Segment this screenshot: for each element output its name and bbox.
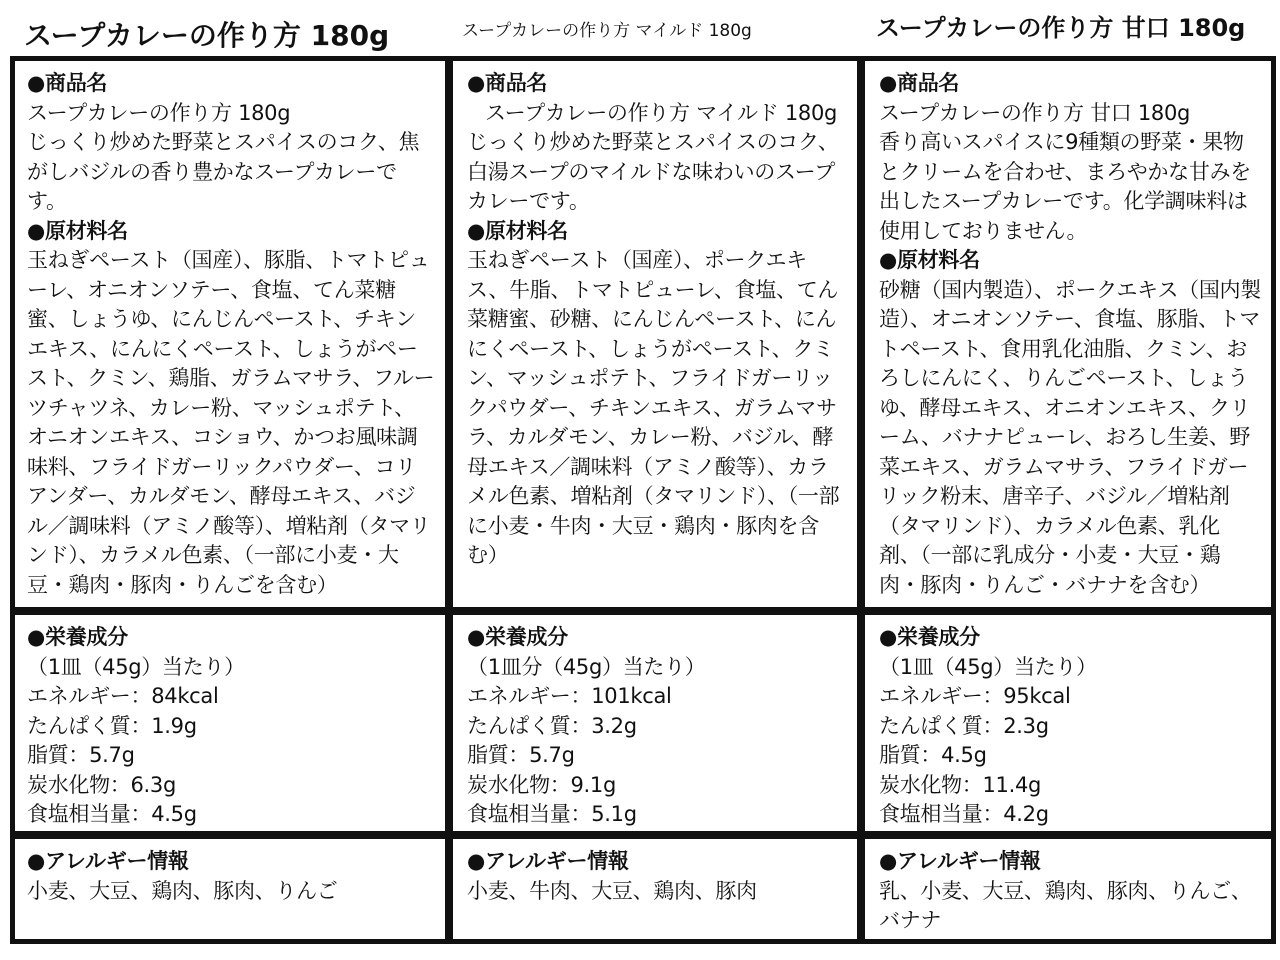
nutrition-box bbox=[448, 610, 862, 836]
section-heading: ●アレルギー情報 bbox=[467, 849, 629, 873]
column-title: スープカレーの作り方 甘口 180g bbox=[876, 14, 1246, 42]
nutrition-line: たんぱく質：1.9g bbox=[27, 713, 197, 738]
nutrition-line: （1皿分（45g）当たり） bbox=[467, 654, 706, 679]
nutrition-box bbox=[860, 610, 1276, 836]
ingredients-text: 砂糖（国内製造）、ポークエキス（国内製造）、オニオンソテー、食塩、豚脂、トマトペースト、食用乳化油脂、クミン、おろしにんにく、りんごペースト、しょうゆ、酵母エキス、オニオンエキス、クリーム、バナナピューレ、おろし生姜、野菜エキス、ガラムマサラ、フライドガーリック粉末、唐辛子、バジル／増粘剤（タマリンド）、カラメル色素、乳化剤、（一部に乳成分・小麦・大豆・鶏肉・豚肉・りんご・バナナを含む） bbox=[879, 277, 1261, 597]
nutrition-line: たんぱく質：2.3g bbox=[879, 713, 1049, 738]
section-heading: ●原材料名 bbox=[27, 218, 128, 243]
product-info-box bbox=[448, 56, 862, 612]
ingredients-text: 玉ねぎペースト（国産）、ポークエキス、牛脂、トマトピューレ、食塩、てん菜糖蜜、砂糖、にんじんペースト、にんにくペースト、しょうがペースト、クミン、マッシュポテト、フライドガーリックパウダー、チキンエキス、ガラムマサラ、カルダモン、カレー粉、バジル、酵母エキス／調味料（アミノ酸等）、カラメル色素、増粘剤（タマリンド）、（一部に小麦・牛肉・大豆・鶏肉・豚肉を含む） bbox=[467, 248, 840, 567]
section-heading: ●原材料名 bbox=[467, 218, 568, 243]
section-heading: ●商品名 bbox=[879, 71, 960, 95]
product-description: じっくり炒めた野菜とスパイスのコク、焦がしバジルの香り豊かなスープカレーです。 bbox=[27, 130, 420, 213]
allergy-text: 乳、小麦、大豆、鶏肉、豚肉、りんご、バナナ bbox=[879, 878, 1252, 932]
nutrition-line: エネルギー：84kcal bbox=[27, 684, 219, 708]
allergy-box bbox=[10, 834, 450, 944]
nutrition-line: たんぱく質：3.2g bbox=[467, 713, 637, 738]
nutrition-line: 食塩相当量：5.1g bbox=[467, 802, 637, 826]
allergy-box bbox=[860, 834, 1276, 944]
section-heading: ●原材料名 bbox=[879, 248, 980, 272]
product-info-box bbox=[860, 56, 1276, 612]
nutrition-line: 脂質：4.5g bbox=[879, 743, 987, 767]
nutrition-line: 炭水化物：9.1g bbox=[467, 772, 617, 797]
allergy-text: 小麦、牛肉、大豆、鶏肉、豚肉 bbox=[467, 878, 757, 903]
product-description: じっくり炒めた野菜とスパイスのコク、白湯スープのマイルドな味わいのスープカレーです。 bbox=[467, 130, 839, 213]
nutrition-line: 食塩相当量：4.2g bbox=[879, 802, 1049, 826]
nutrition-line: （1皿（45g）当たり） bbox=[27, 654, 245, 679]
section-heading: ●商品名 bbox=[27, 71, 108, 95]
section-heading: ●商品名 bbox=[467, 71, 548, 95]
section-heading: ●アレルギー情報 bbox=[879, 849, 1041, 873]
nutrition-line: 炭水化物：6.3g bbox=[27, 772, 177, 797]
nutrition-line: 脂質：5.7g bbox=[27, 743, 135, 767]
nutrition-box bbox=[10, 610, 450, 836]
product-name: スープカレーの作り方 マイルド 180g bbox=[485, 100, 838, 125]
section-heading: ●栄養成分 bbox=[27, 625, 128, 649]
section-heading: ●栄養成分 bbox=[467, 625, 568, 649]
product-description: 香り高いスパイスに9種類の野菜・果物とクリームを合わせ、まろやかな甘みを出したスープカレーです。化学調味料は使用しておりません。 bbox=[879, 130, 1251, 243]
nutrition-line: エネルギー：101kcal bbox=[467, 684, 672, 708]
ingredients-text: 玉ねぎペースト（国産）、豚脂、トマトピューレ、オニオンソテー、食塩、てん菜糖蜜、しょうゆ、にんじんペースト、チキンエキス、にんにくペースト、しょうがペースト、クミン、鶏脂、ガラムマサラ、フルーツチャツネ、カレー粉、マッシュポテト、オニオンエキス、コショウ、かつお風味調味料、フライドガーリックパウダー、コリアンダー、カルダモン、酵母エキス、バジル／調味料（アミノ酸等）、増粘剤（タマリンド）、カラメル色素、（一部に小麦・大豆・鶏肉・豚肉・りんごを含む） bbox=[27, 248, 435, 597]
nutrition-line: 炭水化物：11.4g bbox=[879, 772, 1042, 797]
product-info-box bbox=[10, 56, 450, 612]
section-heading: ●栄養成分 bbox=[879, 625, 980, 649]
nutrition-line: 食塩相当量：4.5g bbox=[27, 802, 197, 826]
allergy-text: 小麦、大豆、鶏肉、豚肉、りんご bbox=[27, 878, 338, 903]
nutrition-line: （1皿（45g）当たり） bbox=[879, 654, 1097, 679]
product-name: スープカレーの作り方 甘口 180g bbox=[879, 100, 1191, 125]
column-title: スープカレーの作り方 マイルド 180g bbox=[462, 21, 752, 41]
product-name: スープカレーの作り方 180g bbox=[27, 100, 291, 125]
column-title: スープカレーの作り方 180g bbox=[24, 19, 390, 52]
nutrition-line: エネルギー：95kcal bbox=[879, 684, 1071, 708]
nutrition-line: 脂質：5.7g bbox=[467, 743, 575, 767]
allergy-box bbox=[448, 834, 862, 944]
section-heading: ●アレルギー情報 bbox=[27, 849, 189, 873]
